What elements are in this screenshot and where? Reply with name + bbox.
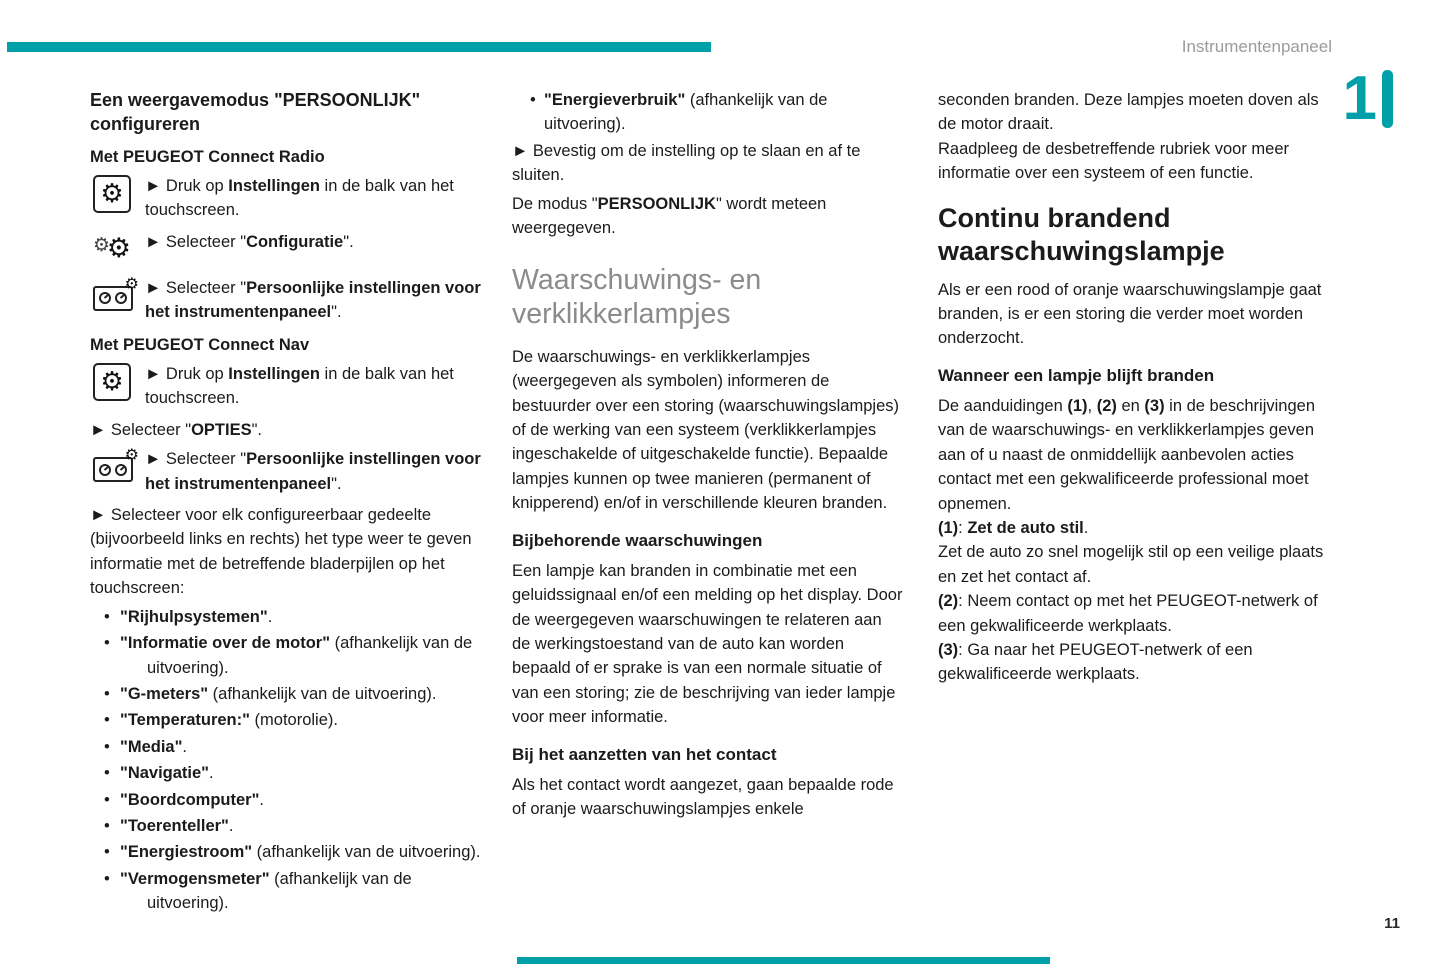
icon-cell xyxy=(90,362,145,401)
bullet-marker xyxy=(90,605,120,629)
gauge-dial xyxy=(99,464,111,476)
list-item-text: "Energieverbruik" (afhankelijk van de uitvoering). xyxy=(544,91,828,134)
subheading: Bij het aanzetten van het contact xyxy=(512,744,777,764)
step-text: ► Druk op Instellingen in de balk van het touchscreen. xyxy=(145,177,454,220)
list-item xyxy=(512,88,904,137)
list-item-text: "G-meters" (afhankelijk van de uitvoering). xyxy=(120,684,437,703)
paragraph: De modus "PERSOONLIJK" wordt meteen weergegeven. xyxy=(512,194,827,238)
gear-glyph: ⚙ xyxy=(124,445,139,465)
list-item xyxy=(90,761,484,785)
small-gear-glyph: ⚙ xyxy=(93,233,111,256)
bullet-marker xyxy=(90,682,120,706)
icon-cell xyxy=(90,273,145,313)
instrument-settings-icon xyxy=(93,273,139,313)
step-text: ► Selecteer "Persoonlijke instellingen voor het instrumentenpaneel". xyxy=(145,278,481,322)
page-number: 11 xyxy=(1384,915,1400,932)
instruction-step xyxy=(90,447,484,496)
paragraph: De waarschuwings- en verklikkerlampjes (weergegeven als symbolen) informeren de bestuurder over een storing (waarschuwingslampjes) of de werking van een systeem (verklikkerlampjes ingeschakelde of uitgeschakelde functie). Bepaalde lampjes kunnen op twee manieren (permanent of knipperend) en/of in verschillende kleuren branden. xyxy=(512,347,900,513)
running-header: Instrumentenpaneel xyxy=(1181,37,1332,56)
icon-cell xyxy=(90,174,145,213)
column-right xyxy=(938,88,1332,687)
options-list xyxy=(90,605,484,916)
large-gear-glyph: ⚙ xyxy=(106,232,131,264)
instruction-step xyxy=(90,174,484,223)
paragraph: Een lampje kan branden in combinatie met een geluidssignaal en/of een melding op het display. Door de weergegeven waarschuwingen te relateren aan de werkingstoestand van de auto kan worden bepaald of er sprake is van een normale situatie of van een storing; zie de beschrijving van ieder lampje voor meer informatie. xyxy=(512,561,903,727)
paragraph: ► Selecteer voor elk configureerbaar gedeelte (bijvoorbeeld links en rechts) het type weer te geven informatie met de betreffende bladerpijlen op het touchscreen: xyxy=(90,506,472,598)
gear-glyph: ⚙ xyxy=(124,273,139,293)
list-item xyxy=(90,840,484,864)
top-rule xyxy=(7,42,711,52)
step-text: ► Selecteer "Persoonlijke instellingen voor het instrumentenpaneel". xyxy=(145,450,481,493)
bullet-marker xyxy=(90,814,120,838)
column-left xyxy=(90,88,484,918)
settings-gear-icon xyxy=(93,363,131,401)
icon-cell xyxy=(90,447,145,484)
step-text: ► Druk op Instellingen in de balk van het touchscreen. xyxy=(145,365,454,408)
instruction-step xyxy=(90,230,484,269)
gear-glyph: ⚙ xyxy=(100,367,124,398)
bullet-marker xyxy=(90,761,120,785)
list-item xyxy=(90,814,484,838)
icon-cell xyxy=(90,230,145,269)
gear-glyph: ⚙ xyxy=(100,179,124,209)
chapter-tab xyxy=(1342,64,1393,134)
list-item xyxy=(90,788,484,812)
section-heading: Continu brandend waarschuwingslampje xyxy=(938,202,1225,266)
list-item xyxy=(90,867,484,916)
chapter-number: 1 xyxy=(1342,64,1377,134)
list-item xyxy=(90,682,484,706)
instruction-step xyxy=(90,362,484,411)
instrument-settings-icon xyxy=(93,445,139,484)
gauge-dial xyxy=(99,292,111,304)
bullet-marker xyxy=(90,708,120,732)
list-item-text: "Rijhulpsystemen". xyxy=(120,607,273,626)
list-item-text: "Navigatie". xyxy=(120,764,214,783)
paragraph: seconden branden. Deze lampjes moeten doven als de motor draait. xyxy=(938,91,1319,134)
subheading: Wanneer een lampje blijft branden xyxy=(938,365,1215,385)
paragraph: Zet de auto zo snel mogelijk stil op een veilige plaats en zet het contact af. xyxy=(938,543,1324,586)
paragraph: Als er een rood of oranje waarschuwingslampje gaat branden, is er een storing die verder moet worden onderzocht. xyxy=(938,280,1322,348)
list-item-text: "Toerenteller". xyxy=(120,816,234,835)
action-line: (3): Ga naar het PEUGEOT-netwerk of een gekwalificeerde werkplaats. xyxy=(938,640,1253,684)
instruction-step xyxy=(90,273,484,325)
subsection-connect-nav: Met PEUGEOT Connect Nav xyxy=(90,335,310,354)
list-item xyxy=(90,708,484,732)
list-item-text: "Temperaturen:" (motorolie). xyxy=(120,711,338,730)
chapter-tab-bar xyxy=(1382,70,1393,128)
chapter-heading: Waarschuwings- en verklikkerlampjes xyxy=(512,264,762,331)
settings-gear-icon xyxy=(93,175,131,213)
paragraph: Als het contact wordt aangezet, gaan bepaalde rode of oranje waarschuwingslampjes enkele xyxy=(512,775,894,819)
section-title: Een weergavemodus "PERSOONLIJK" configureren xyxy=(90,90,421,135)
bullet-marker xyxy=(90,788,120,812)
step-text: ► Selecteer "OPTIES". xyxy=(90,420,263,439)
bullet-marker xyxy=(90,631,120,680)
action-line: (1): Zet de auto stil. xyxy=(938,518,1089,537)
bullet-marker xyxy=(90,735,120,759)
list-item-text: "Informatie over de motor" (afhankelijk van de uitvoering). xyxy=(120,634,473,677)
step-text: ► Selecteer "Configuratie". xyxy=(145,232,354,251)
paragraph: ► Bevestig om de instelling op te slaan en af te sluiten. xyxy=(512,141,861,185)
list-item-text: "Vermogensmeter" (afhankelijk van de uitvoering). xyxy=(120,869,412,913)
bullet-marker xyxy=(90,867,120,916)
list-item-text: "Energiestroom" (afhankelijk van de uitvoering). xyxy=(120,843,481,862)
action-line: (2): Neem contact op met het PEUGEOT-netwerk of een gekwalificeerde werkplaats. xyxy=(938,592,1318,635)
list-item xyxy=(90,631,484,680)
subsection-connect-radio: Met PEUGEOT Connect Radio xyxy=(90,147,325,166)
list-item xyxy=(90,735,484,759)
paragraph: De aanduidingen (1), (2) en (3) in de beschrijvingen van de waarschuwings- en verklikkerlampjes geven aan of u naast de onmiddellijk aanbevolen acties contact met een gekwalificeerde professional moet opnemen. xyxy=(938,396,1316,513)
paragraph: Raadpleeg de desbetreffende rubriek voor meer informatie over een systeem of een functie. xyxy=(938,139,1290,183)
list-item-text: "Media". xyxy=(120,737,188,756)
list-item-text: "Boordcomputer". xyxy=(120,790,264,809)
list-item xyxy=(90,605,484,629)
subheading: Bijbehorende waarschuwingen xyxy=(512,530,763,550)
bullet-marker xyxy=(512,88,544,137)
bottom-rule xyxy=(517,957,1050,964)
configuration-gears-icon xyxy=(93,231,133,269)
bullet-marker xyxy=(90,840,120,864)
column-middle xyxy=(512,88,904,826)
